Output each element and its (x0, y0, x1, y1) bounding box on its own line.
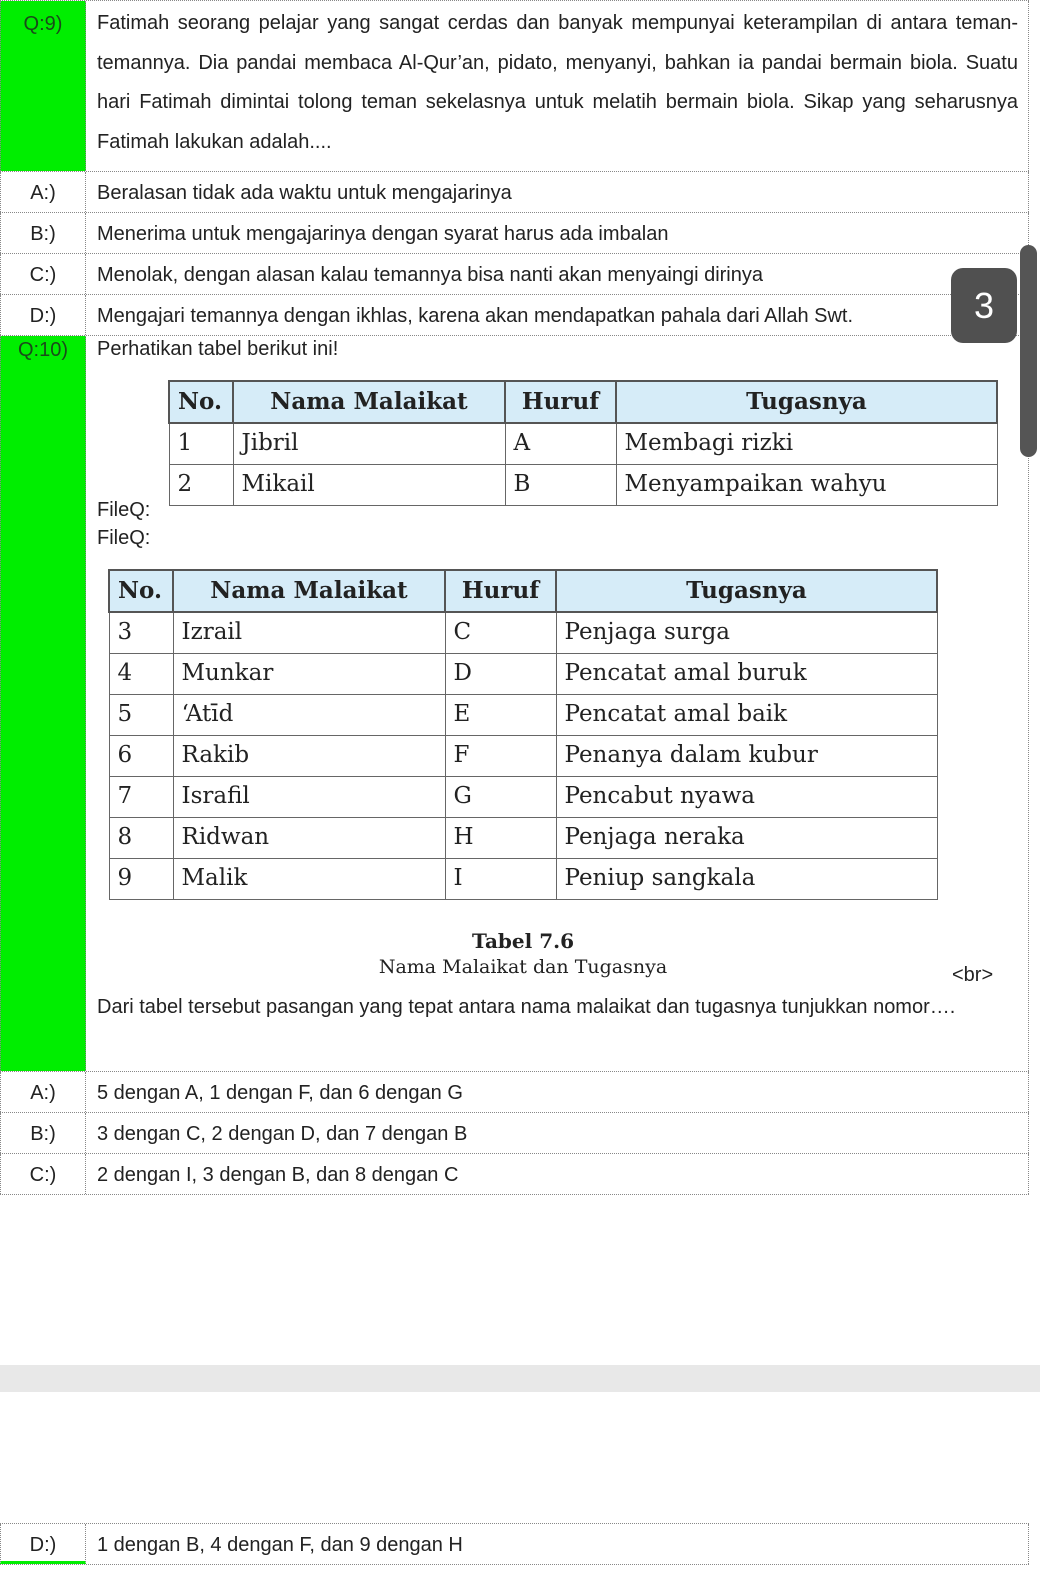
table-cell-no: 1 (169, 423, 233, 465)
table-cell-name: Munkar (173, 654, 445, 695)
table-cell-letter: G (445, 777, 556, 818)
question-9-row (0, 1, 1029, 172)
table-cell-letter: H (445, 818, 556, 859)
q9-option-c-text: Menolak, dengan alasan kalau temannya bisa nanti akan menyaingi dirinya (86, 254, 1029, 294)
table-header-duty: Tugasnya (616, 381, 997, 423)
table-row (109, 818, 937, 859)
question-grid-continued (0, 1523, 1029, 1565)
q10-option-a-text: 5 dengan A, 1 dengan F, dan 6 dengan G (86, 1072, 1029, 1112)
page-break-band (0, 1365, 1040, 1392)
q10-option-a-label: A:) (0, 1072, 86, 1112)
table-caption-title: Tabel 7.6 (472, 929, 574, 953)
table-cell-duty: Pencabut nyawa (556, 777, 937, 818)
question-10-label: Q:10) (0, 336, 86, 1071)
question-10-body (86, 336, 1029, 1071)
question-10-row (0, 336, 1029, 1072)
table-cell-no: 7 (109, 777, 173, 818)
table-header-name: Nama Malaikat (233, 381, 505, 423)
q9-option-c-label: C:) (0, 254, 86, 294)
table-header-letter: Huruf (505, 381, 616, 423)
q10-option-a-row[interactable] (0, 1072, 1029, 1113)
q9-option-a-text: Beralasan tidak ada waktu untuk mengajarinya (86, 172, 1029, 212)
q10-option-b-row[interactable] (0, 1113, 1029, 1154)
table-cell-name: Mikail (233, 465, 505, 506)
table-cell-duty: Penjaga surga (556, 612, 937, 654)
table-cell-duty: Menyampaikan wahyu (616, 465, 997, 506)
table-cell-no: 5 (109, 695, 173, 736)
table-cell-letter: E (445, 695, 556, 736)
q10-option-d-text: 1 dengan B, 4 dengan F, dan 9 dengan H (86, 1524, 1029, 1564)
question-10-text: Dari tabel tersebut pasangan yang tepat antara nama malaikat dan tugasnya tunjukkan nomor…. (97, 996, 956, 1018)
q10-option-c-label: C:) (0, 1154, 86, 1194)
table-header-row (109, 570, 937, 612)
table-row (109, 695, 937, 736)
q9-option-b-text: Menerima untuk mengajarinya dengan syarat harus ada imbalan (86, 213, 1029, 253)
table-cell-duty: Peniup sangkala (556, 859, 937, 900)
q10-option-c-row[interactable] (0, 1154, 1029, 1195)
table-cell-name: Israfil (173, 777, 445, 818)
q9-option-c-row[interactable] (0, 254, 1029, 295)
table-cell-letter: A (505, 423, 616, 465)
q10-option-b-label: B:) (0, 1113, 86, 1153)
table-cell-no: 3 (109, 612, 173, 654)
table-cell-no: 9 (109, 859, 173, 900)
question-10-intro: Perhatikan tabel berikut ini! (97, 338, 339, 360)
table-cell-letter: B (505, 465, 616, 506)
table-header-no: No. (169, 381, 233, 423)
angels-table-2 (108, 569, 938, 900)
table-cell-duty: Pencatat amal buruk (556, 654, 937, 695)
table-row (109, 612, 937, 654)
table-header-row (169, 381, 997, 423)
table-cell-letter: I (445, 859, 556, 900)
q10-option-d-label: D:) (0, 1524, 86, 1564)
page-count-badge[interactable]: 3 (951, 268, 1017, 343)
q9-option-a-row[interactable] (0, 172, 1029, 213)
table-cell-name: ‘Atīd (173, 695, 445, 736)
table-header-no: No. (109, 570, 173, 612)
table-cell-no: 8 (109, 818, 173, 859)
table-cell-duty: Penanya dalam kubur (556, 736, 937, 777)
q10-option-d-row[interactable] (0, 1524, 1029, 1565)
table-cell-name: Malik (173, 859, 445, 900)
table-header-letter: Huruf (445, 570, 556, 612)
q9-option-b-row[interactable] (0, 213, 1029, 254)
question-9-label: Q:9) (0, 1, 86, 171)
file-label-2: FileQ: (97, 527, 151, 549)
table-cell-letter: F (445, 736, 556, 777)
table-cell-no: 6 (109, 736, 173, 777)
q9-option-a-label: A:) (0, 172, 86, 212)
scrollbar-thumb[interactable] (1020, 245, 1037, 457)
table-cell-name: Jibril (233, 423, 505, 465)
table-cell-letter: C (445, 612, 556, 654)
table-row (109, 859, 937, 900)
table-cell-duty: Membagi rizki (616, 423, 997, 465)
table-row (109, 654, 937, 695)
table-row (109, 736, 937, 777)
table-header-duty: Tugasnya (556, 570, 937, 612)
table-cell-no: 4 (109, 654, 173, 695)
table-row (169, 465, 997, 506)
table-row (169, 423, 997, 465)
file-label-1: FileQ: (97, 499, 151, 521)
table-header-name: Nama Malaikat (173, 570, 445, 612)
q10-option-c-text: 2 dengan I, 3 dengan B, dan 8 dengan C (86, 1154, 1029, 1194)
table-cell-name: Ridwan (173, 818, 445, 859)
q9-option-d-row[interactable] (0, 295, 1029, 336)
table-cell-no: 2 (169, 465, 233, 506)
question-9-text: Fatimah seorang pelajar yang sangat cerdas dan banyak mempunyai keterampilan di antara teman-temannya. Dia pandai membaca Al-Qur’an, pidato, menyanyi, bahkan ia pandai bermain biola. Suatu hari Fatimah dimintai tolong teman sekelasnya untuk melatih bermain biola. Sikap yang seharusnya Fatimah lakukan adalah.... (86, 1, 1029, 171)
q9-option-b-label: B:) (0, 213, 86, 253)
q9-option-d-text: Mengajari temannya dengan ikhlas, karena akan mendapatkan pahala dari Allah Swt. (86, 295, 1029, 335)
br-text: <br> (952, 964, 994, 986)
table-caption-subtitle: Nama Malaikat dan Tugasnya (378, 956, 668, 978)
table-cell-duty: Pencatat amal baik (556, 695, 937, 736)
table-row (109, 777, 937, 818)
table-cell-letter: D (445, 654, 556, 695)
table-cell-duty: Penjaga neraka (556, 818, 937, 859)
table-cell-name: Izrail (173, 612, 445, 654)
table-cell-name: Rakib (173, 736, 445, 777)
q10-option-b-text: 3 dengan C, 2 dengan D, dan 7 dengan B (86, 1113, 1029, 1153)
q9-option-d-label: D:) (0, 295, 86, 335)
angels-table-1 (168, 380, 998, 506)
